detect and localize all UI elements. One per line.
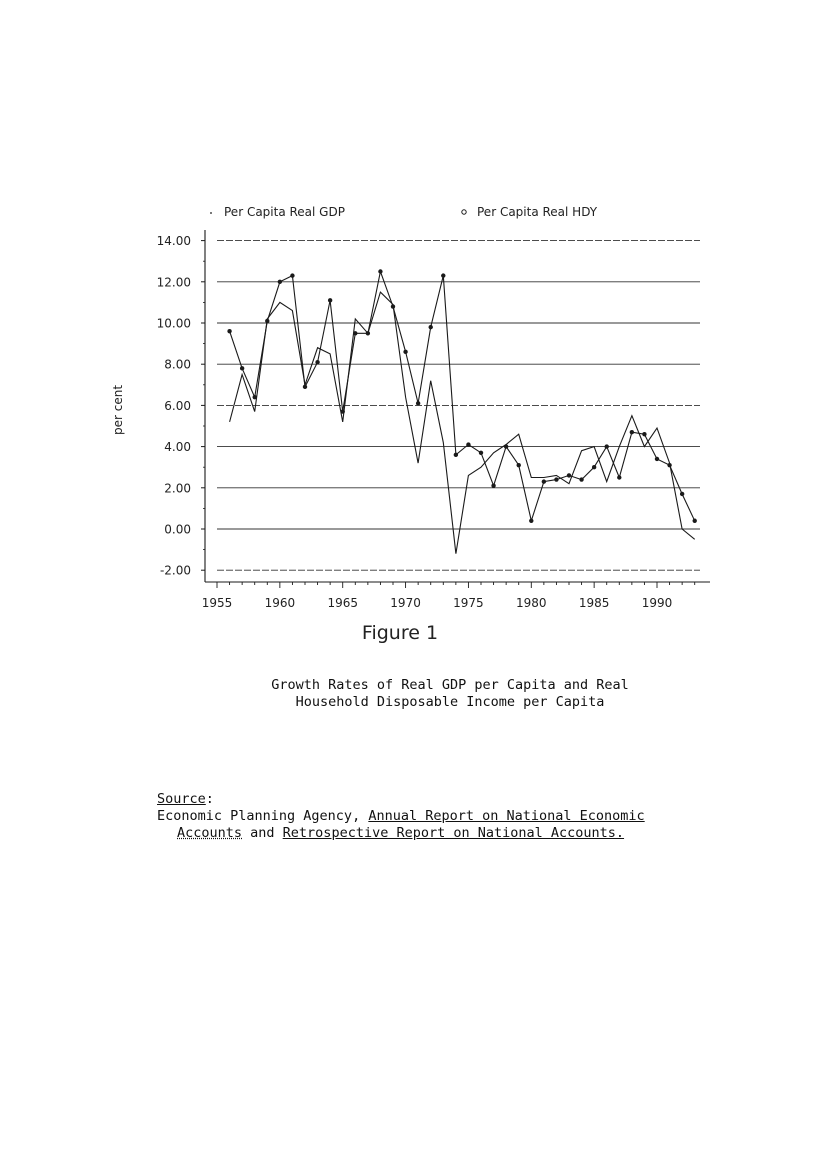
data-point-1-19 [466,442,470,446]
tick-labels [157,234,673,610]
data-point-1-9 [341,409,345,413]
y-tick-label-7: 12.00 [156,275,191,290]
source-title-2: Retrospective Report on National Accounts. [282,825,625,841]
y-tick-label-4: 6.00 [164,398,191,413]
data-point-1-22 [504,444,508,448]
data-point-1-10 [353,331,357,335]
data-point-1-18 [454,453,458,457]
data-point-1-26 [554,477,558,481]
x-tick-label-0: 1955 [201,596,233,610]
data-point-1-20 [479,451,483,455]
data-point-1-25 [542,479,546,483]
y-tick-label-3: 4.00 [164,440,191,455]
data-point-1-30 [605,444,609,448]
data-point-1-6 [303,385,307,389]
data-point-1-3 [265,319,269,323]
data-point-1-29 [592,465,596,469]
x-tick-label-1: 1960 [264,596,296,610]
legend-marker-hdy [462,210,466,214]
data-point-1-12 [378,269,382,273]
x-tick-label-6: 1985 [578,596,610,610]
data-point-1-11 [366,331,370,335]
data-point-1-34 [655,457,659,461]
x-tick-label-3: 1970 [390,596,421,610]
data-point-1-16 [429,325,433,329]
data-point-1-1 [240,366,244,370]
data-point-1-32 [630,430,634,434]
data-point-1-31 [617,475,621,479]
legend-label-1: Per Capita Real HDY [477,205,598,219]
legend-label-0: Per Capita Real GDP [224,205,345,219]
series-lines [227,269,697,553]
source-heading-colon: : [205,791,214,807]
x-tick-label-7: 1990 [641,596,673,610]
caption-line-2: Household Disposable Income per Capita [295,694,605,710]
data-point-1-5 [290,273,294,277]
source-line-1 [157,808,797,825]
source-line-2 [157,825,797,842]
data-point-1-21 [491,484,495,488]
y-tick-label-8: 14.00 [156,234,191,249]
y-tick-label-1: 0.00 [164,522,191,537]
data-point-1-15 [416,401,420,405]
source-title-1-end: Accounts [177,825,243,841]
source-and: and [242,825,283,841]
data-point-1-35 [667,463,671,467]
x-tick-label-4: 1975 [453,596,484,610]
data-point-1-17 [441,273,445,277]
source-title-1: Annual Report on National Economic [368,808,645,824]
gridlines [217,241,700,571]
figure-caption [160,677,740,711]
data-point-1-7 [315,360,319,364]
data-point-1-33 [642,432,646,436]
caption-line-1: Growth Rates of Real GDP per Capita and Real [271,677,629,693]
source-agency: Economic Planning Agency, [157,808,369,824]
y-tick-label-6: 10.00 [156,316,191,331]
data-point-1-4 [278,280,282,284]
y-tick-label-0: -2.00 [159,563,191,578]
series-line-1 [230,272,695,521]
data-point-1-37 [693,519,697,523]
data-point-1-27 [567,473,571,477]
y-axis-label: per cent [111,384,125,436]
data-point-1-8 [328,298,332,302]
source-note [157,791,797,842]
data-point-1-28 [579,477,583,481]
series-line-0 [230,292,695,554]
source-heading: Source [157,791,206,807]
legend [210,205,598,219]
data-point-1-0 [227,329,231,333]
x-tick-label-5: 1980 [516,596,547,610]
data-point-1-13 [391,304,395,308]
data-point-1-2 [253,395,257,399]
data-point-1-14 [403,350,407,354]
x-tick-label-2: 1965 [327,596,358,610]
data-point-1-36 [680,492,684,496]
axes [201,230,710,588]
data-point-1-24 [529,519,533,523]
y-tick-label-5: 8.00 [164,357,191,372]
y-tick-label-2: 2.00 [164,481,191,496]
figure-label: Figure 1 [361,622,439,644]
source-heading-row [157,791,797,808]
data-point-1-23 [517,463,521,467]
legend-marker-gdp [210,212,212,214]
